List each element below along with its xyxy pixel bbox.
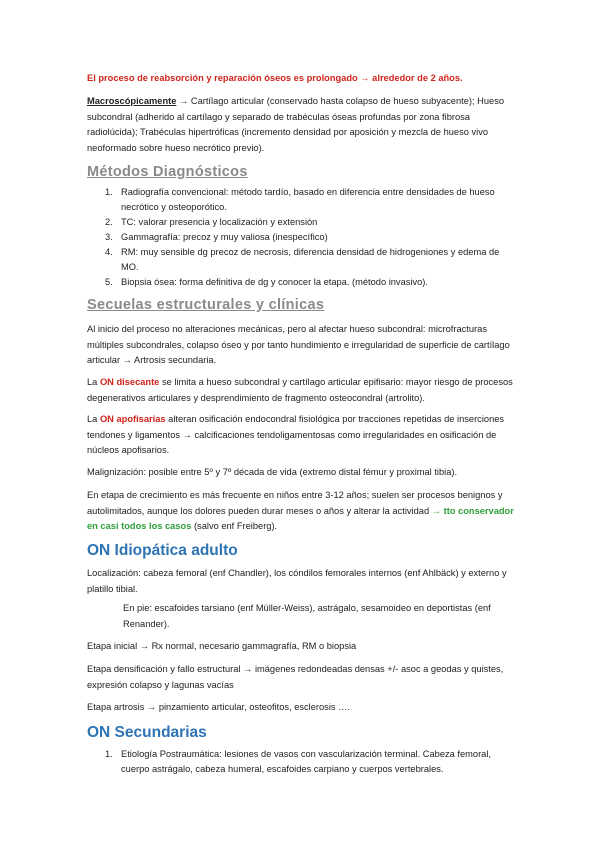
heading-secundarias: ON Secundarias [87,724,207,741]
etapa-artrosis: Etapa artrosis → pinzamiento articular, osteofitos, esclerosis …. [87,702,351,712]
secuelas-paragraph: Al inicio del proceso no alteraciones mecánicas, pero al afectar hueso subcondral: microfracturas múltiples subcondrales, colapso óseo y por tanto hundimiento e irregularidad de superficie de cartílago articular → Artrosis secundaria. [87,324,510,365]
disecante-term: ON disecante [99,377,160,387]
localizacion-paragraph: Localización: cabeza femoral (enf Chandler), los cóndilos femorales internos (enf Ahlbäck) y externo y platillo tibial. [87,568,507,594]
list-item: 4. RM: muy sensible dg precoz de necrosis, diferencia densidad de hidrogeniones y edema de MO. [105,247,500,272]
list-item: 1. Radiografía convencional: método tardío, basado en diferencia entre densidades de hueso necrótico y osteoporótico. [105,187,495,212]
list-item: 1. Etiología Postraumática: lesiones de vasos con vascularización terminal. Cabeza femoral, cuerpo astrágalo, cabeza humeral, escafoides carpiano y cuerpos vertebrales. [105,749,491,774]
intro-highlight: El proceso de reabsorción y reparación óseos es prolongado → alrededor de 2 años. [87,73,463,83]
etapa-densificacion: Etapa densificación y fallo estructural → imágenes redondeadas densas +/- asoc a geodas y quistes, expresión colapso y lagunas vacías [87,664,504,690]
apofisarias-paragraph: La ON apofisarias alteran osificación endocondral fisiológica por tracciones repetidas de inserciones tendones y ligamentos → calcificaciones tendoligamentosas como irregularidades en osificación de núcleos apofisarios. [87,414,505,455]
macroscopic-label: Macroscópicamente [87,96,177,106]
secundarias-list [87,747,515,777]
heading-secuelas: Secuelas estructurales y clínicas [87,297,325,313]
heading-idiopatica: ON Idiopática adulto [87,542,238,559]
list-item: 3. Gammagrafía: precoz y muy valiosa (inespecífico) [105,232,328,242]
tto-conservador: → tto conservador en casi todos los casos [87,505,514,531]
list-item: 5. Biopsia ósea: forma definitiva de dg y conocer la etapa. (método invasivo). [105,277,428,287]
macroscopic-text: → Cartílago articular (conservado hasta colapso de hueso subyacente); Hueso subcondral (adherido al cartílago y separado de trabéculas óseas profundas por zona fibrosa radiolúcida); Trabéculas hipertróficas (incremento densidad por aposición y mezcla de hueso vivo neoformado sobre hueso necrótico previo). [87,96,505,153]
macroscopic-paragraph [87,94,515,156]
metodos-list [87,185,515,290]
malignizacion-paragraph: Malignización: posible entre 5º y 7º década de vida (extremo distal fémur y proximal tibia). [87,467,458,477]
heading-metodos: Métodos Diagnósticos [87,164,248,180]
list-item: 2. TC: valorar presencia y localización y extensión [105,217,318,227]
disecante-paragraph: La ON disecante se limita a hueso subcondral y cartílago articular epifisario: mayor riesgo de procesos degenerativos articulares y desprendimiento de fragmento osteocondral (artrolito). [87,377,513,403]
en-pie-paragraph: En pie: escafoides tarsiano (enf Müller-Weiss), astrágalo, sesamoideo en deportistas (enf Renander). [123,603,491,629]
crecimiento-paragraph: En etapa de crecimiento es más frecuente en niños entre 3-12 años; suelen ser procesos benignos y autolimitados, aunque los dolores pueden durar meses o años y alterar la actividad → tto conservador en casi todos los casos (salvo enf Freiberg). [87,490,514,531]
etapa-inicial: Etapa inicial → Rx normal, necesario gammagrafía, RM o biopsia [87,641,357,651]
apofisarias-term: ON apofisarias [99,414,166,424]
